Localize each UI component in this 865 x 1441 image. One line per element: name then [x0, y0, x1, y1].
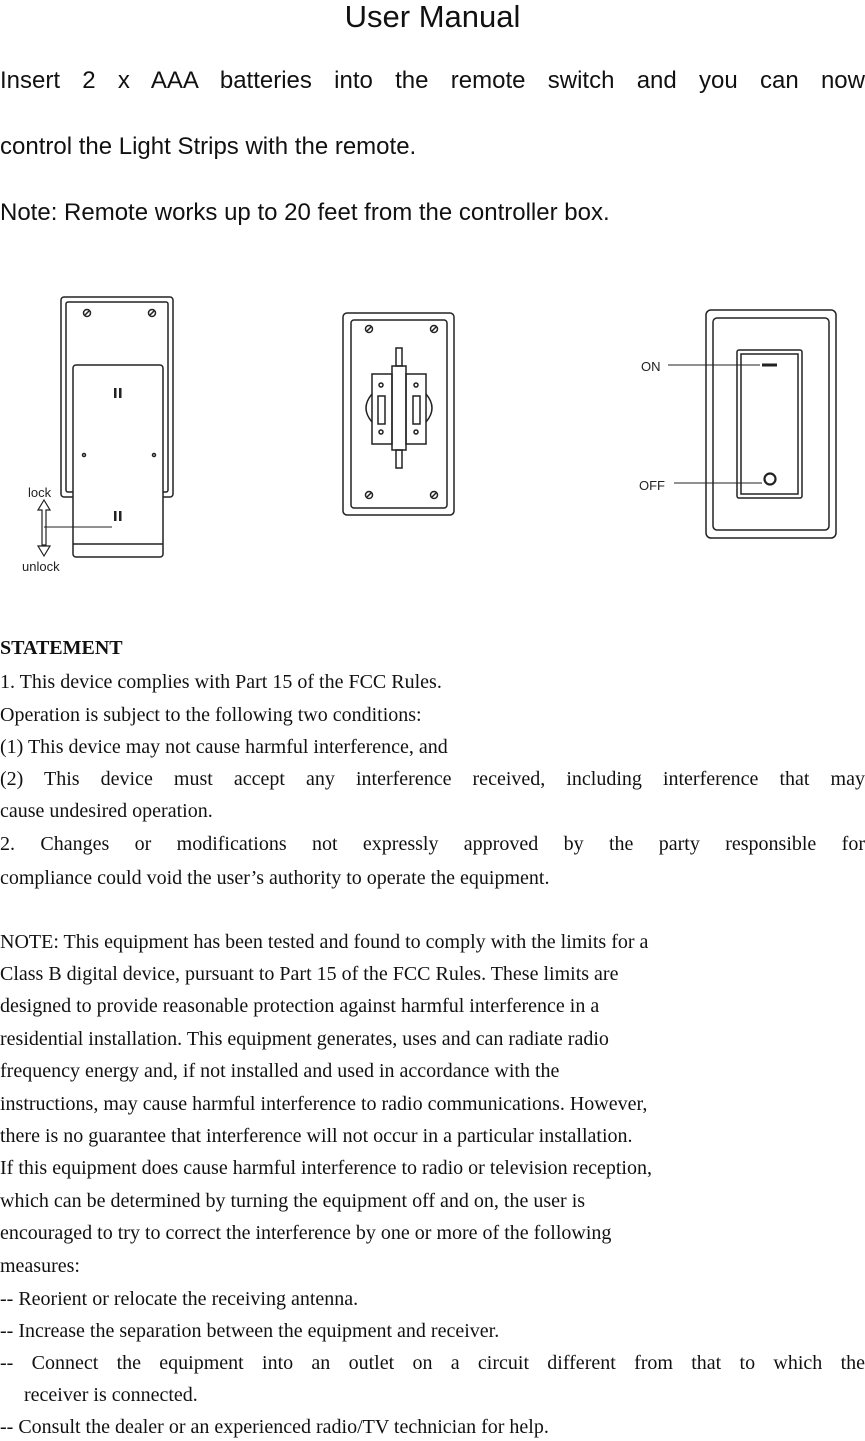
statement-line: (1) This device may not cause harmful interference, and: [0, 736, 448, 758]
note-line: instructions, may cause harmful interference to radio communications. However,: [0, 1093, 648, 1115]
note-line: designed to provide reasonable protection against harmful interference in a: [0, 995, 600, 1017]
statement-line: (2) This device must accept any interference received, including interference that may: [0, 768, 865, 790]
note-line: If this equipment does cause harmful interference to radio or television reception,: [0, 1157, 652, 1179]
note-line: measures:: [0, 1255, 80, 1277]
battery-compartment-figure: [343, 313, 454, 515]
statement-line: 1. This device complies with Part 15 of the FCC Rules.: [0, 671, 442, 693]
intro-text-line-2: control the Light Strips with the remote.: [0, 133, 417, 160]
measure-item-continuation: receiver is connected.: [24, 1384, 198, 1406]
statement-line: 2. Changes or modifications not expressly approved by the party responsible for: [0, 833, 865, 855]
note-line: there is no guarantee that interference will not occur in a particular installation.: [0, 1125, 633, 1147]
unlock-label: unlock: [22, 559, 60, 574]
battery-cover-figure: [38, 297, 173, 557]
note-line: which can be determined by turning the equipment off and on, the user is: [0, 1190, 586, 1212]
intro-text-line-1: Insert 2 x AAA batteries into the remote switch and you can now: [0, 67, 865, 94]
statement-heading: STATEMENT: [0, 637, 123, 659]
measure-item: -- Increase the separation between the equipment and receiver.: [0, 1320, 500, 1342]
range-note: Note: Remote works up to 20 feet from the controller box.: [0, 199, 610, 226]
rocker-switch-figure: [668, 310, 836, 538]
note-line: encouraged to try to correct the interference by one or more of the following: [0, 1222, 612, 1244]
statement-line: cause undesired operation.: [0, 800, 213, 822]
on-label: ON: [641, 359, 661, 374]
page-title: User Manual: [344, 0, 521, 34]
measure-item: -- Connect the equipment into an outlet on a circuit different from that to which the: [0, 1352, 865, 1374]
note-line: frequency energy and, if not installed and used in accordance with the: [0, 1060, 560, 1082]
measure-item: -- Reorient or relocate the receiving antenna.: [0, 1288, 359, 1310]
lock-label: lock: [28, 485, 52, 500]
note-line: NOTE: This equipment has been tested and found to comply with the limits for a: [0, 931, 649, 953]
note-line: residential installation. This equipment generates, uses and can radiate radio: [0, 1028, 609, 1050]
statement-line: Operation is subject to the following two conditions:: [0, 704, 422, 726]
off-label: OFF: [639, 478, 665, 493]
statement-line: compliance could void the user’s authority to operate the equipment.: [0, 867, 550, 889]
measure-item: -- Consult the dealer or an experienced radio/TV technician for help.: [0, 1416, 549, 1438]
remote-illustrations-svg: [0, 285, 865, 580]
remote-illustrations: [0, 285, 865, 580]
note-line: Class B digital device, pursuant to Part 15 of the FCC Rules. These limits are: [0, 963, 619, 985]
